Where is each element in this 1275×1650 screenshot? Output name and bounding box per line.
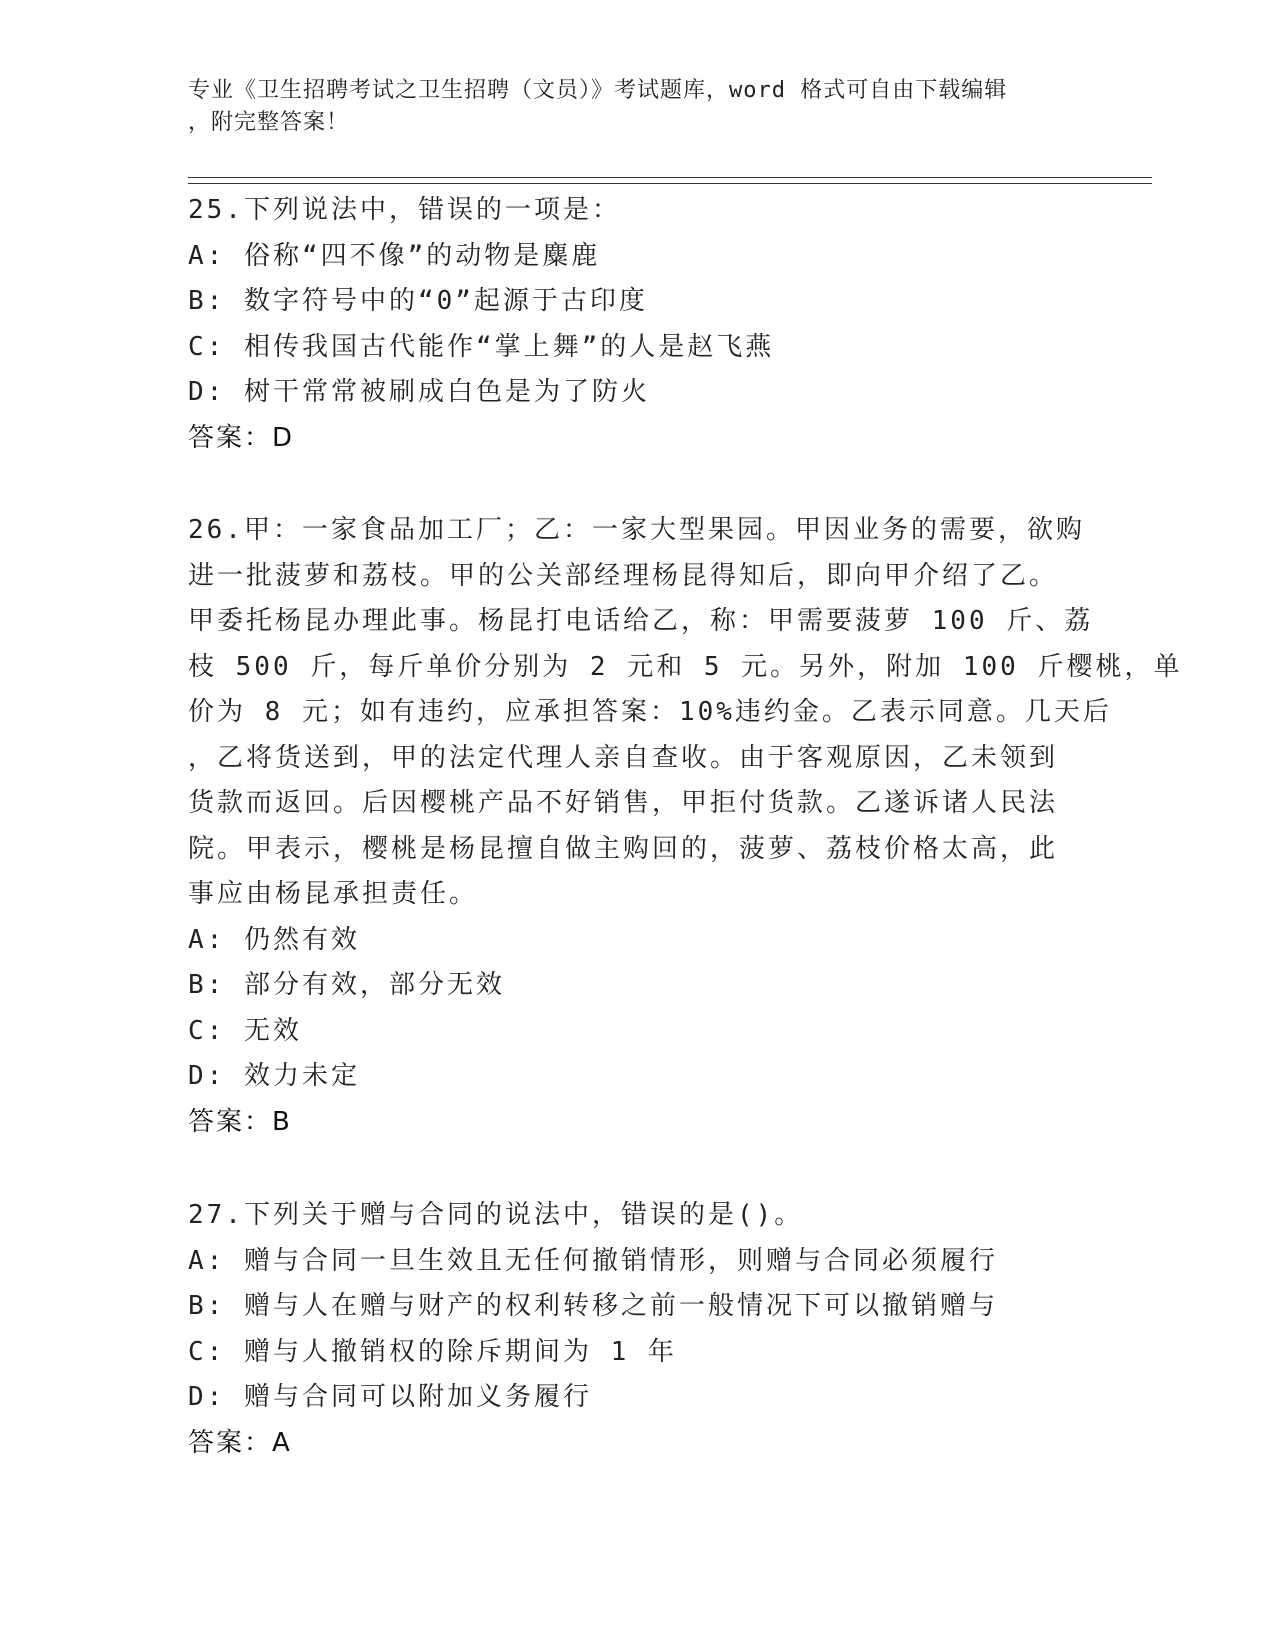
option-b: B: 赠与人在赠与财产的权利转移之前一般情况下可以撤销赠与 (188, 1291, 998, 1321)
document-header (188, 75, 1068, 139)
header-line-1: 专业《卫生招聘考试之卫生招聘（文员）》考试题库，word 格式可自由下载编辑 (188, 78, 1008, 103)
header-divider-top (188, 177, 1152, 178)
question-26 (188, 508, 1183, 1145)
question-stem-line: 26.甲：一家食品加工厂；乙：一家大型果园。甲因业务的需要，欲购 (188, 515, 1085, 545)
answer: 答案：D (188, 422, 295, 453)
question-stem-line: 枝 500 斤，每斤单价分别为 2 元和 5 元。另外，附加 100 斤樱桃，单 (188, 651, 1183, 682)
question-stem: 25.下列说法中，错误的一项是： (188, 195, 621, 225)
answer: 答案：B (188, 1106, 292, 1137)
option-a: A: 俗称“四不像”的动物是麋鹿 (188, 240, 601, 271)
question-stem-line: 院。甲表示，樱桃是杨昆擅自做主购回的，菠萝、荔枝价格太高，此 (188, 833, 1059, 864)
option-c: C: 赠与人撤销权的除斥期间为 1 年 (188, 1336, 677, 1367)
question-stem-line: 货款而返回。后因樱桃产品不好销售，甲拒付货款。乙遂诉诸人民法 (188, 788, 1059, 818)
answer: 答案：A (188, 1427, 292, 1458)
option-a: A: 赠与合同一旦生效且无任何撤销情形，则赠与合同必须履行 (188, 1245, 998, 1276)
question-25 (188, 188, 1088, 461)
option-c: C: 无效 (188, 1015, 302, 1046)
question-27 (188, 1193, 1088, 1466)
option-c: C: 相传我国古代能作“掌上舞”的人是赵飞燕 (188, 331, 775, 362)
option-b: B: 部分有效，部分无效 (188, 970, 505, 1000)
option-d: D: 效力未定 (188, 1061, 360, 1091)
option-d: D: 树干常常被刷成白色是为了防火 (188, 377, 650, 407)
header-line-2: ，附完整答案！ (188, 110, 350, 135)
option-d: D: 赠与合同可以附加义务履行 (188, 1382, 592, 1412)
question-stem-line: 甲委托杨昆办理此事。杨昆打电话给乙，称：甲需要菠萝 100 斤、荔 (188, 606, 1094, 636)
option-a: A: 仍然有效 (188, 924, 360, 955)
question-stem-line: 价为 8 元；如有违约，应承担答案：10%违约金。乙表示同意。几天后 (188, 697, 1112, 727)
question-stem-line: ，乙将货送到，甲的法定代理人亲自查收。由于客观原因，乙未领到 (188, 742, 1059, 773)
header-divider-bottom (188, 183, 1152, 184)
question-stem: 27.下列关于赠与合同的说法中，错误的是()。 (188, 1200, 804, 1230)
option-b: B: 数字符号中的“0”起源于古印度 (188, 286, 648, 316)
question-stem-line: 进一批菠萝和荔枝。甲的公关部经理杨昆得知后，即向甲介绍了乙。 (188, 560, 1059, 591)
question-stem-line: 事应由杨昆承担责任。 (188, 879, 479, 909)
